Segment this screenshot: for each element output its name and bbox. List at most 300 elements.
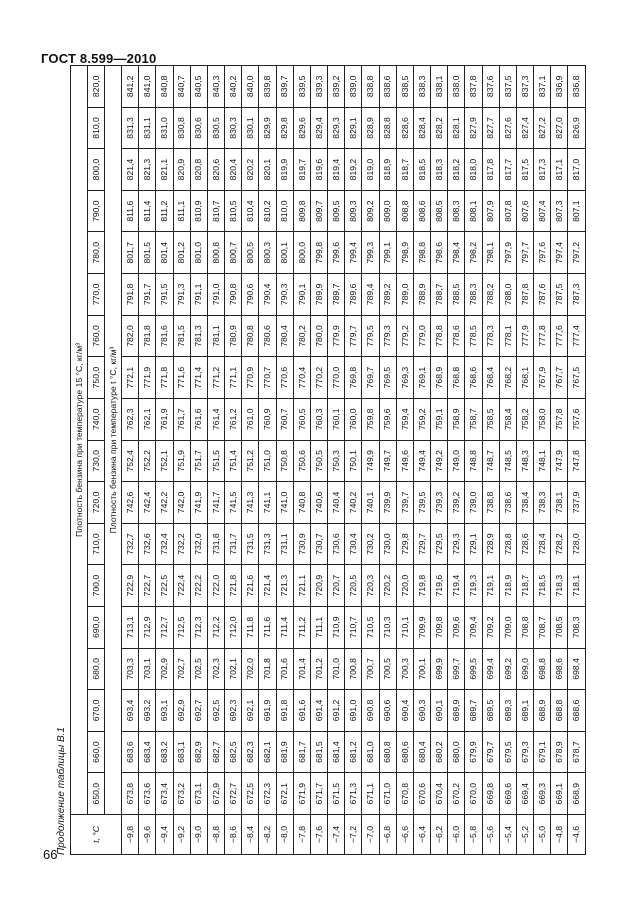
density-cell: 700,1	[413, 648, 430, 690]
density-cell: 709,0	[499, 606, 516, 648]
column-header-cell: 680,0	[88, 648, 105, 690]
density-cell: 692,5	[207, 690, 224, 732]
density-cell: 828,9	[362, 107, 379, 149]
table-row	[328, 66, 345, 855]
density-cell: 759,4	[396, 398, 413, 440]
density-cell: 770,6	[276, 357, 293, 399]
density-cell: 740,2	[345, 482, 362, 524]
density-cell: 768,1	[516, 357, 533, 399]
density-cell: 817,8	[482, 149, 499, 191]
temperature-cell: −8,4	[242, 815, 259, 855]
density-cell: 693,4	[122, 690, 139, 732]
density-cell: 747,9	[551, 440, 568, 482]
density-cell: 712,5	[173, 606, 190, 648]
density-cell: 730,0	[379, 523, 396, 565]
density-cell: 742,0	[173, 482, 190, 524]
density-cell: 682,5	[225, 731, 242, 773]
density-cell: 807,8	[499, 190, 516, 232]
density-cell: 671,0	[379, 773, 396, 815]
density-cell: 791,3	[173, 274, 190, 316]
density-cell: 719,3	[465, 565, 482, 607]
density-cell: 679,7	[482, 731, 499, 773]
density-cell: 836,8	[568, 66, 586, 108]
density-cell: 799,8	[310, 232, 327, 274]
density-cell: 771,2	[207, 357, 224, 399]
density-cell: 831,3	[122, 107, 139, 149]
density-cell: 701,6	[276, 648, 293, 690]
temperature-cell: −4,6	[568, 815, 586, 855]
density-cell: 839,5	[293, 66, 310, 108]
density-cell: 671,3	[345, 773, 362, 815]
density-cell: 757,6	[568, 398, 586, 440]
density-cell: 788,0	[499, 274, 516, 316]
temperature-cell: −8,2	[259, 815, 276, 855]
density-cell: 789,2	[379, 274, 396, 316]
density-cell: 761,4	[207, 398, 224, 440]
density-cell: 668,9	[568, 773, 586, 815]
temperature-cell: −9,0	[190, 815, 207, 855]
density-cell: 729,5	[431, 523, 448, 565]
density-cell: 720,2	[379, 565, 396, 607]
density-cell: 779,5	[362, 315, 379, 357]
density-cell: 670,4	[431, 773, 448, 815]
density-cell: 720,9	[310, 565, 327, 607]
density-cell: 721,8	[225, 565, 242, 607]
density-t-header: Плотность бензина при температуре t °С, кг/м³	[105, 66, 122, 815]
density-cell: 779,0	[413, 315, 430, 357]
density-cell: 702,3	[207, 648, 224, 690]
density-cell: 817,5	[516, 149, 533, 191]
density-cell: 818,0	[465, 149, 482, 191]
density-cell: 768,6	[465, 357, 482, 399]
density-cell: 820,2	[242, 149, 259, 191]
density-cell: 721,1	[293, 565, 310, 607]
density-cell: 777,9	[516, 315, 533, 357]
density-cell: 798,4	[448, 232, 465, 274]
density-cell: 710,9	[328, 606, 345, 648]
density-cell: 712,7	[156, 606, 173, 648]
density-cell: 767,9	[534, 357, 551, 399]
density-cell: 738,3	[534, 482, 551, 524]
density-cell: 838,6	[379, 66, 396, 108]
density-cell: 729,3	[448, 523, 465, 565]
density-cell: 817,1	[551, 149, 568, 191]
density-cell: 712,9	[139, 606, 156, 648]
density-cell: 722,0	[207, 565, 224, 607]
density-cell: 671,1	[362, 773, 379, 815]
density-cell: 791,1	[190, 274, 207, 316]
column-header-cell: 750,0	[88, 357, 105, 399]
density-cell: 749,9	[362, 440, 379, 482]
density-cell: 818,7	[396, 149, 413, 191]
density-cell: 681,0	[362, 731, 379, 773]
density-cell: 840,8	[156, 66, 173, 108]
density-cell: 670,0	[465, 773, 482, 815]
density-cell: 700,5	[379, 648, 396, 690]
density-cell: 841,0	[139, 66, 156, 108]
density-cell: 771,8	[156, 357, 173, 399]
density-cell: 731,1	[276, 523, 293, 565]
density-cell: 683,1	[173, 731, 190, 773]
density-cell: 829,9	[259, 107, 276, 149]
density-cell: 789,0	[396, 274, 413, 316]
density-cell: 800,8	[207, 232, 224, 274]
temperature-cell: −9,2	[173, 815, 190, 855]
density-cell: 678,7	[568, 731, 586, 773]
table-row	[190, 66, 207, 855]
density-cell: 789,6	[345, 274, 362, 316]
density-cell: 741,9	[190, 482, 207, 524]
density-cell: 729,8	[396, 523, 413, 565]
density-cell: 808,5	[431, 190, 448, 232]
density-cell: 752,4	[122, 440, 139, 482]
density-cell: 700,8	[345, 648, 362, 690]
density-cell: 728,6	[516, 523, 533, 565]
temperature-cell: −5,2	[516, 815, 533, 855]
density-cell: 831,1	[139, 107, 156, 149]
table-row	[516, 66, 533, 855]
density-cell: 712,0	[225, 606, 242, 648]
table-row	[413, 66, 430, 855]
density-cell: 787,6	[534, 274, 551, 316]
density-cell: 702,9	[156, 648, 173, 690]
density-cell: 708,8	[516, 606, 533, 648]
temperature-cell: −8,0	[276, 815, 293, 855]
column-header-cell: 770,0	[88, 274, 105, 316]
density-cell: 807,4	[534, 190, 551, 232]
density-cell: 809,3	[345, 190, 362, 232]
density-cell: 787,8	[516, 274, 533, 316]
density-cell: 758,7	[465, 398, 482, 440]
density-cell: 761,2	[225, 398, 242, 440]
density-cell: 709,2	[482, 606, 499, 648]
density-cell: 768,2	[499, 357, 516, 399]
density-cell: 703,1	[139, 648, 156, 690]
density-cell: 751,5	[207, 440, 224, 482]
density-cell: 769,7	[362, 357, 379, 399]
density-cell: 683,2	[156, 731, 173, 773]
column-header-cell: 790,0	[88, 190, 105, 232]
density-cell: 789,4	[362, 274, 379, 316]
density-cell: 748,7	[482, 440, 499, 482]
density-cell: 720,0	[396, 565, 413, 607]
column-header-cell: 710,0	[88, 523, 105, 565]
density-cell: 691,2	[328, 690, 345, 732]
density-cell: 730,9	[293, 523, 310, 565]
density-cell: 751,9	[173, 440, 190, 482]
density-cell: 787,3	[568, 274, 586, 316]
density-cell: 698,8	[534, 648, 551, 690]
density-cell: 708,7	[534, 606, 551, 648]
density-cell: 680,6	[396, 731, 413, 773]
density-cell: 807,6	[516, 190, 533, 232]
density-cell: 758,0	[534, 398, 551, 440]
temperature-column-header: t, °C	[71, 815, 122, 855]
density-cell: 772,1	[122, 357, 139, 399]
density-cell: 728,2	[551, 523, 568, 565]
density-cell: 732,4	[156, 523, 173, 565]
density-cell: 751,7	[190, 440, 207, 482]
density-cell: 829,3	[328, 107, 345, 149]
density-cell: 719,6	[431, 565, 448, 607]
density-cell: 768,4	[482, 357, 499, 399]
density-cell: 768,9	[431, 357, 448, 399]
density-cell: 689,5	[482, 690, 499, 732]
density-cell: 749,4	[413, 440, 430, 482]
temperature-cell: −6,6	[396, 815, 413, 855]
density-cell: 739,0	[465, 482, 482, 524]
density-cell: 761,7	[173, 398, 190, 440]
density-cell: 673,2	[173, 773, 190, 815]
temperature-cell: −7,0	[362, 815, 379, 855]
density-cell: 811,1	[173, 190, 190, 232]
density-cell: 749,7	[379, 440, 396, 482]
density-cell: 710,1	[396, 606, 413, 648]
temperature-cell: −7,6	[310, 815, 327, 855]
density-cell: 702,5	[190, 648, 207, 690]
temperature-cell: −7,8	[293, 815, 310, 855]
density-cell: 710,5	[362, 606, 379, 648]
density-cell: 738,8	[482, 482, 499, 524]
density-cell: 740,1	[362, 482, 379, 524]
density-cell: 820,9	[173, 149, 190, 191]
column-header-cell: 690,0	[88, 606, 105, 648]
density-cell: 693,2	[139, 690, 156, 732]
density-cell: 827,9	[465, 107, 482, 149]
density-cell: 836,9	[551, 66, 568, 108]
table-row	[225, 66, 242, 855]
density-cell: 828,4	[413, 107, 430, 149]
density-cell: 671,9	[293, 773, 310, 815]
density-cell: 750,8	[276, 440, 293, 482]
density-cell: 722,9	[122, 565, 139, 607]
density-cell: 679,5	[499, 731, 516, 773]
temperature-cell: −9,4	[156, 815, 173, 855]
column-header-cell: 780,0	[88, 232, 105, 274]
temperature-cell: −5,0	[534, 815, 551, 855]
density-cell: 811,6	[122, 190, 139, 232]
density-cell: 810,2	[259, 190, 276, 232]
density-cell: 681,2	[345, 731, 362, 773]
density-cell: 722,4	[173, 565, 190, 607]
temperature-cell: −5,8	[465, 815, 482, 855]
density-cell: 691,9	[259, 690, 276, 732]
density-cell: 790,3	[276, 274, 293, 316]
density-cell: 740,6	[310, 482, 327, 524]
density-cell: 720,7	[328, 565, 345, 607]
table-row	[534, 66, 551, 855]
table-row	[242, 66, 259, 855]
density-cell: 722,5	[156, 565, 173, 607]
density-cell: 720,3	[362, 565, 379, 607]
table-body	[122, 66, 586, 855]
column-header-cell: 660,0	[88, 731, 105, 773]
density-cell: 728,4	[534, 523, 551, 565]
density-cell: 749,2	[431, 440, 448, 482]
density-cell: 831,0	[156, 107, 173, 149]
density-cell: 820,6	[207, 149, 224, 191]
density-cell: 690,1	[431, 690, 448, 732]
density-cell: 711,6	[259, 606, 276, 648]
density-cell: 681,7	[293, 731, 310, 773]
density-cell: 709,6	[448, 606, 465, 648]
density-cell: 811,2	[156, 190, 173, 232]
density-cell: 791,7	[139, 274, 156, 316]
density-cell: 787,5	[551, 274, 568, 316]
density-cell: 728,8	[499, 523, 516, 565]
density-cell: 781,5	[173, 315, 190, 357]
density-cell: 771,1	[225, 357, 242, 399]
density-cell: 820,1	[259, 149, 276, 191]
density-cell: 840,0	[242, 66, 259, 108]
density-cell: 759,2	[413, 398, 430, 440]
density-cell: 827,6	[499, 107, 516, 149]
column-header-cell: 820,0	[88, 66, 105, 108]
density-cell: 671,7	[310, 773, 327, 815]
density-cell: 688,9	[534, 690, 551, 732]
density-cell: 749,0	[448, 440, 465, 482]
density-cell: 760,3	[310, 398, 327, 440]
table-row	[173, 66, 190, 855]
density-cell: 731,7	[225, 523, 242, 565]
density-cell: 780,6	[259, 315, 276, 357]
density-cell: 689,9	[448, 690, 465, 732]
density-cell: 780,9	[225, 315, 242, 357]
density-cell: 770,2	[310, 357, 327, 399]
density-cell: 821,4	[122, 149, 139, 191]
density-cell: 709,8	[431, 606, 448, 648]
density-cell: 711,2	[293, 606, 310, 648]
density-cell: 692,7	[190, 690, 207, 732]
density-cell: 718,5	[534, 565, 551, 607]
density-cell: 810,4	[242, 190, 259, 232]
density-cell: 699,2	[499, 648, 516, 690]
density-cell: 769,3	[396, 357, 413, 399]
table-row	[482, 66, 499, 855]
density-cell: 683,6	[122, 731, 139, 773]
density-cell: 669,8	[482, 773, 499, 815]
density-cell: 738,4	[516, 482, 533, 524]
column-values-row	[88, 66, 105, 855]
temperature-cell: −6,0	[448, 815, 465, 855]
page-number: 66	[43, 847, 58, 862]
density-cell: 801,5	[139, 232, 156, 274]
density-cell: 820,4	[225, 149, 242, 191]
density-cell: 762,1	[139, 398, 156, 440]
density-cell: 799,4	[345, 232, 362, 274]
density-cell: 797,4	[551, 232, 568, 274]
density-cell: 739,9	[379, 482, 396, 524]
density-cell: 840,2	[225, 66, 242, 108]
density-cell: 718,3	[551, 565, 568, 607]
density-cell: 829,4	[310, 107, 327, 149]
temperature-cell: −7,4	[328, 815, 345, 855]
density-cell: 751,0	[259, 440, 276, 482]
column-header-cell: 760,0	[88, 315, 105, 357]
density-cell: 710,3	[379, 606, 396, 648]
density-cell: 737,9	[568, 482, 586, 524]
density-cell: 718,1	[568, 565, 586, 607]
density-cell: 799,1	[379, 232, 396, 274]
density-cell: 683,4	[139, 731, 156, 773]
density-cell: 791,8	[122, 274, 139, 316]
density-cell: 691,0	[345, 690, 362, 732]
table-row	[345, 66, 362, 855]
density-cell: 679,9	[465, 731, 482, 773]
density-cell: 801,4	[156, 232, 173, 274]
density-cell: 838,8	[362, 66, 379, 108]
density-cell: 798,8	[413, 232, 430, 274]
column-header-cell: 670,0	[88, 690, 105, 732]
density-cell: 801,2	[173, 232, 190, 274]
density-cell: 781,8	[139, 315, 156, 357]
density-cell: 739,3	[431, 482, 448, 524]
density-cell: 718,7	[516, 565, 533, 607]
density-cell: 770,7	[259, 357, 276, 399]
table-row	[122, 66, 139, 855]
density-cell: 688,6	[568, 690, 586, 732]
density-cell: 669,4	[516, 773, 533, 815]
column-header-cell: 650,0	[88, 773, 105, 815]
density-cell: 827,7	[482, 107, 499, 149]
density-cell: 711,1	[310, 606, 327, 648]
density-cell: 751,4	[225, 440, 242, 482]
table-row	[156, 66, 173, 855]
table-row	[139, 66, 156, 855]
density-cell: 713,1	[122, 606, 139, 648]
density-cell: 818,3	[431, 149, 448, 191]
temperature-cell: −5,4	[499, 815, 516, 855]
density-cell: 722,7	[139, 565, 156, 607]
density-cell: 729,7	[413, 523, 430, 565]
column-header-cell: 810,0	[88, 107, 105, 149]
density-cell: 758,2	[516, 398, 533, 440]
density-cell: 761,6	[190, 398, 207, 440]
column-header-cell: 730,0	[88, 440, 105, 482]
density-cell: 799,6	[328, 232, 345, 274]
density-cell: 748,8	[465, 440, 482, 482]
density-cell: 821,3	[139, 149, 156, 191]
column-header-cell: 740,0	[88, 398, 105, 440]
density-cell: 827,4	[516, 107, 533, 149]
density-cell: 730,7	[310, 523, 327, 565]
density-cell: 819,9	[276, 149, 293, 191]
density-cell: 789,9	[310, 274, 327, 316]
density-cell: 680,4	[413, 731, 430, 773]
density-cell: 810,9	[190, 190, 207, 232]
density-cell: 741,0	[276, 482, 293, 524]
density-cell: 702,7	[173, 648, 190, 690]
density-cell: 809,8	[293, 190, 310, 232]
density-cell: 739,7	[396, 482, 413, 524]
density-cell: 788,2	[482, 274, 499, 316]
density-cell: 779,3	[379, 315, 396, 357]
density-cell: 721,6	[242, 565, 259, 607]
density-cell: 670,8	[396, 773, 413, 815]
density-cell: 830,5	[207, 107, 224, 149]
table-row	[310, 66, 327, 855]
density-cell: 748,1	[534, 440, 551, 482]
density-cell: 740,4	[328, 482, 345, 524]
density-cell: 840,7	[173, 66, 190, 108]
density-cell: 742,4	[139, 482, 156, 524]
density-cell: 830,8	[173, 107, 190, 149]
density-cell: 801,7	[122, 232, 139, 274]
density-cell: 750,3	[328, 440, 345, 482]
table-row	[448, 66, 465, 855]
table-row	[379, 66, 396, 855]
density-cell: 669,6	[499, 773, 516, 815]
